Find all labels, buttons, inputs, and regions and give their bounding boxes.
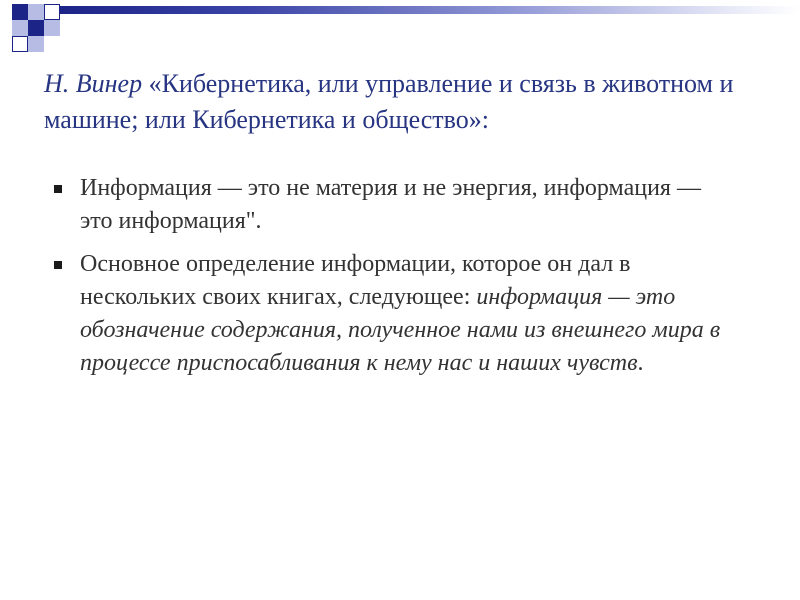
- square-bullet-icon: [54, 185, 62, 193]
- bullet-text: Информация — это не материя и не энергия, информация — это информация".: [80, 175, 701, 234]
- bullet-list: [48, 172, 738, 390]
- title-author: Н. Винер: [44, 69, 143, 98]
- bullet-text-tail: .: [637, 350, 644, 376]
- square-bullet-icon: [54, 261, 62, 269]
- slide-title: [44, 66, 764, 138]
- title-text: «Кибернетика, или управление и связь в животном и машине; или Кибернетика и общество»:: [44, 69, 734, 134]
- decor-square: [44, 20, 60, 36]
- bullet-text: Основное определение информации, которое он дал в нескольких своих книгах, следующее:: [80, 251, 631, 310]
- decor-square: [12, 4, 28, 20]
- decor-square: [12, 20, 28, 36]
- bullet-item: [48, 248, 738, 380]
- decor-square: [28, 36, 44, 52]
- decor-square: [12, 36, 28, 52]
- bullet-definition-italic: информация — это обозначение содержания, полученное нами из внешнего мира в процессе приспосабливания к нему нас и наших чувств: [80, 284, 721, 376]
- bullet-item: [48, 172, 738, 238]
- decor-square: [28, 4, 44, 20]
- decor-square: [28, 20, 44, 36]
- decor-square: [44, 4, 60, 20]
- top-gradient-rule: [60, 6, 800, 14]
